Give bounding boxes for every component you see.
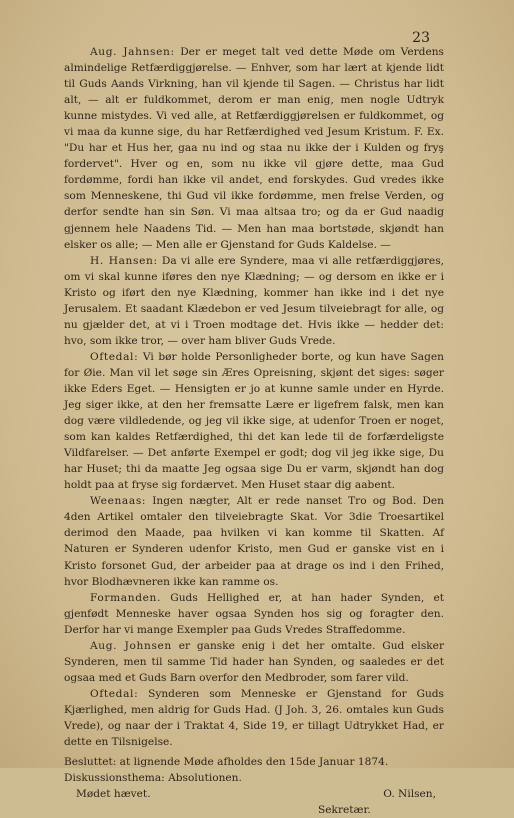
- paragraph-text: Guds Hellighed er, at han hader Synden, et gjenfødt Menneske haver ogsaa Synden hos sig og foragter den. Derfor har vi mange Exempler paa Guds Vredes Straffedomme.: [64, 591, 445, 636]
- resolution-line: Besluttet: at lignende Møde afholdes den 15de Januar 1874.: [64, 756, 389, 769]
- paragraph-hansen: [64, 253, 444, 349]
- speaker-name: H. Hansen:: [90, 254, 158, 267]
- paragraph-text: Vi bør holde Personligheder borte, og kun have Sagen for Øie. Man vil let søge sin Æres Opreisning, skjønt det siges: søger ikke Eders Eget. — Hensigten er jo at kunne samle under en Hyrde. Jeg siger ikke, at den her fremsatte Lære er ligefrem falsk, men kan dog være vildledende, og jeg vil ikke sige, at udenfor Troen er noget, som kan kaldes Retfærdighed, thi det kan lede til de forfærdeligste Vildfarelser. — Det anførte Exempel er godt; dog vil jeg ikke sige, Du har Huset; thi da maatte Jeg ogsaa sige Du er varm, skjøndt han dog holdt paa at fryse sig fordærvet. Men Huset staar dig aabent.: [64, 350, 444, 492]
- paragraph-text: Synderen som Menneske er Gjenstand for Guds Kjærlighed, men aldrig for Guds Had. (J Joh. 3, 26. omtales kun Guds Vrede), og naar der i Traktat 4, Side 19, er tillagt Udtrykket Had, er dette en Tilsnigelse.: [64, 687, 444, 749]
- paragraph-weenaas: [64, 493, 444, 589]
- speaker-name: Formanden.: [90, 591, 161, 604]
- speaker-name: Oftedal:: [90, 687, 139, 700]
- paragraph-formanden: [64, 590, 444, 638]
- paragraph-text: Der er meget talt ved dette Møde om Verdens almindelige Retfærdiggjørelse. — Enhver, som har lært at kjende lidt til Guds Aands Virkning, han vil kjende til Sagen. — Christus har lidt alt, — alt er fuldkommet, derom er man enig, men nogle Udtryk kunne mistydes. Vi ved alle, at Retfærdiggjørelsen er fuldkommet, og vi maa da kunne sige, du har Retfærdighed ved Jesum Kristum. F. Ex. "Du har et Hus her, gaa nu ind og staa nu ikke der i Kulden og fryş fordervet". Hver og en, som nu ikke vil gjøre dette, maa Gud fordømme, fordi han ikke vil andet, end forskydes. Gud vredes ikke som Menneskene, thi Gud vil ikke fordømme, men frelse Verden, og derfor sendte han sin Søn. Vi maa altsaa tro; og da er Gud naadig gjennem hele Naadens Tid. — Men han maa bortstøde, skjøndt han elsker os alle; — Men alle er Gjenstand for Guds Kaldelse. —: [64, 46, 444, 251]
- speaker-name: Weenaas:: [90, 495, 147, 508]
- paragraph-text: Da vi alle ere Syndere, maa vi alle retfærdiggjøres, om vi skal kunne iføres den nye Klædning; — og dersom en ikke er i Kristo og iført den nye Klædning, kommer han ikke ind i det nye Jerusalem. Et saadant Klædebon er ved Jesum tilveiebragt for alle, og nu gjælder det, at vi i Troen modtage det. Hvis ikke — hedder det: hvo, som ikke tror, — over ham bliver Guds Vrede.: [64, 254, 444, 347]
- paragraph-text: er ganske enig i det her omtalte. Gud elsker Synderen, men til samme Tid hader han Synden, og saaledes er det ogsaa med et Guds Barn overfor den Medbroder, som farer vild.: [64, 639, 445, 684]
- paragraph-johnsen: [64, 638, 444, 686]
- page-number: 23: [412, 30, 430, 46]
- speaker-name: Aug. Johnsen: [90, 639, 172, 652]
- paragraph-jahnsen: [64, 44, 444, 253]
- page-body: [64, 44, 444, 818]
- meeting-closed-note: Mødet hævet.: [76, 788, 151, 801]
- paragraph-oftedal-2: [64, 686, 444, 750]
- speaker-name: Oftedal:: [90, 350, 139, 363]
- speaker-name: Aug. Jahnsen:: [90, 46, 175, 58]
- discussion-topic: Diskussionsthema: Absolutionen.: [64, 772, 242, 785]
- signature-title: Sekretær.: [318, 804, 371, 817]
- closing-row: [64, 786, 444, 802]
- paragraph-text: Ingen nægter, Alt er rede nanset Tro og Bod. Den 4den Artikel omtaler den tilveiebragte Skat. Vor 3die Troesartikel derimod den Maade, paa hvilken vi kan komme til Skatten. Af Naturen er Synderen udenfor Kristo, men Gud er ganske vist en i Kristo forsonet Gud, der arbeider paa at drage os ind i den Frihed, hvor Blodhævneren ikke kan ramme os.: [64, 495, 445, 588]
- paragraph-oftedal-1: [64, 349, 444, 493]
- signature-name: O. Nilsen,: [383, 788, 436, 801]
